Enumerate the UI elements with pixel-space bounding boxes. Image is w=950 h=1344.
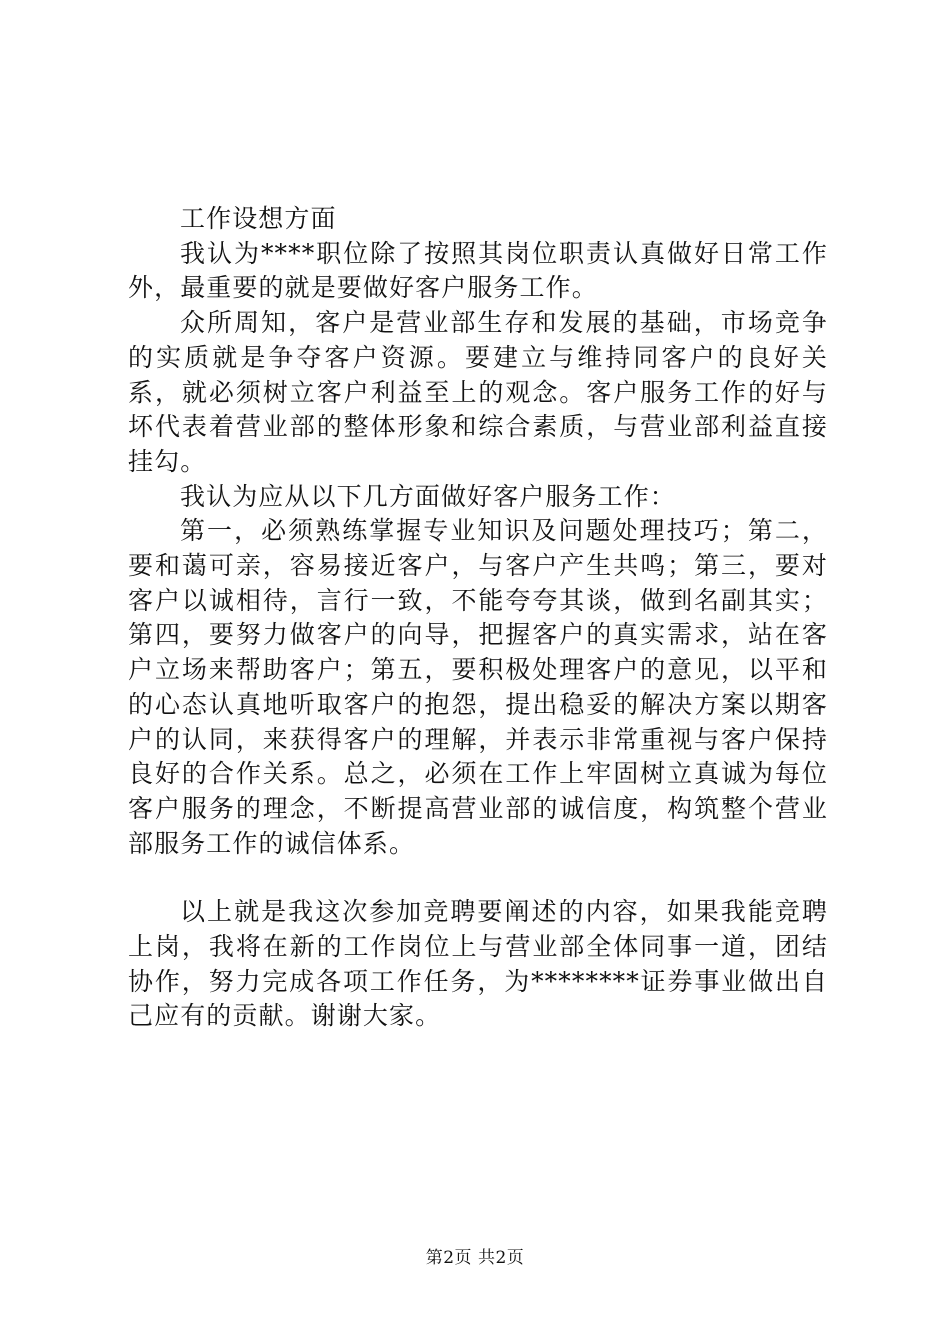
paragraph-service-intro: 我认为应从以下几方面做好客户服务工作： bbox=[180, 481, 676, 511]
paragraph-position-duty: 我认为****职位除了按照其岗位职责认真做好日常工作外，最重要的就是要做好客户服务工作。 bbox=[128, 238, 828, 303]
paragraph-closing: 以上就是我这次参加竞聘要阐述的内容，如果我能竞聘上岗，我将在新的工作岗位上与营业部全体同事一道，团结协作，努力完成各项工作任务，为********证券事业做出自己应有的贡献。谢谢大家。 bbox=[128, 897, 828, 1031]
page-footer: 第2页 共2页 bbox=[425, 1248, 525, 1268]
paragraph-customer-importance: 众所周知，客户是营业部生存和发展的基础，市场竞争的实质就是争夺客户资源。要建立与维持同客户的良好关系，就必须树立客户利益至上的观念。客户服务工作的好与坏代表着营业部的整体形象和综合素质，与营业部利益直接挂勾。 bbox=[128, 308, 828, 476]
heading-work-plan: 工作设想方面 bbox=[180, 204, 337, 233]
document-body bbox=[128, 202, 828, 1034]
paragraph-service-points: 第一，必须熟练掌握专业知识及问题处理技巧；第二，要和蔼可亲，容易接近客户，与客户产生共鸣；第三，要对客户以诚相待，言行一致，不能夸夸其谈，做到名副其实；第四，要努力做客户的向导，把握客户的真实需求，站在客户立场来帮助客户；第五，要积极处理客户的意见，以平和的心态认真地听取客户的抱怨，提出稳妥的解决方案以期客户的认同，来获得客户的理解，并表示非常重视与客户保持良好的合作关系。总之，必须在工作上牢固树立真诚为每位客户服务的理念，不断提高营业部的诚信度，构筑整个营业部服务工作的诚信体系。 bbox=[128, 516, 828, 858]
